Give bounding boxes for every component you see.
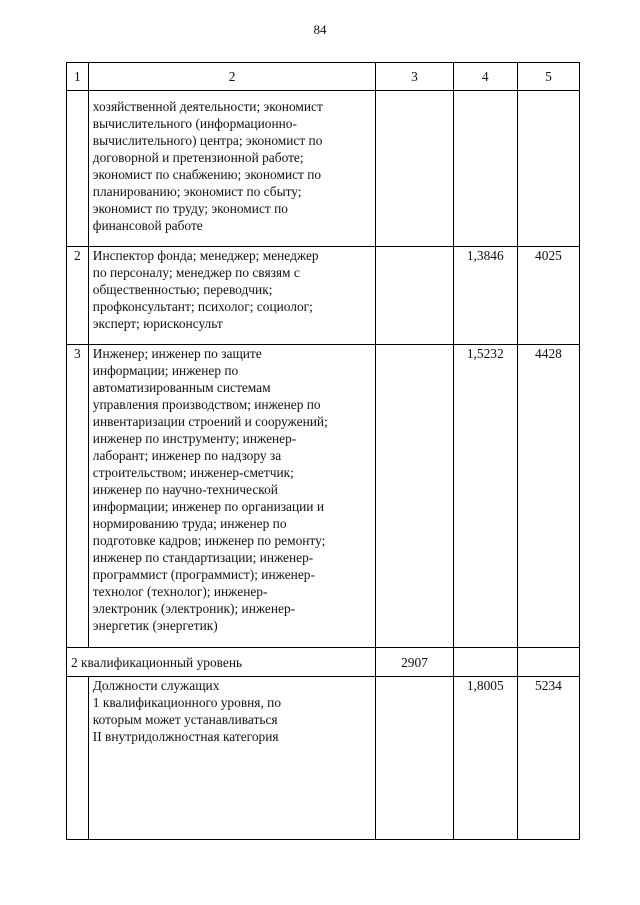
text-line: эксперт; юрисконсульт	[92, 316, 223, 331]
text-line: экономист по труду; экономист по	[92, 201, 288, 216]
text-line: вычислительного (информационно-	[92, 116, 297, 131]
text-line: экономист по снабжению; экономист по	[92, 167, 322, 182]
text-line: Инженер; инженер по защите	[92, 346, 262, 361]
text-line: инженер по стандартизации; инженер-	[92, 550, 314, 565]
text-line: информации; инженер по	[92, 363, 239, 378]
table-row-3	[67, 345, 580, 648]
header-cell-5: 5	[517, 63, 579, 91]
text-line: по персоналу; менеджер по связям с	[92, 265, 300, 280]
coefficient-cell: 1,5232	[453, 345, 517, 648]
position-list-cell	[88, 345, 376, 648]
coefficient-cell	[453, 648, 517, 677]
text-line: информации; инженер по организации и	[92, 499, 324, 514]
text-line: автоматизированным системам	[92, 380, 271, 395]
coefficient-cell: 1,3846	[453, 247, 517, 345]
text-line: управления производством; инженер по	[92, 397, 321, 412]
text-line: профконсультант; психолог; социолог;	[92, 299, 313, 314]
text-line: лаборант; инженер по надзору за	[92, 448, 282, 463]
row-number-cell	[67, 91, 89, 247]
position-list-cell	[88, 677, 376, 840]
salary-cell: 5234	[517, 677, 579, 840]
text-line: инженер по инструменту; инженер-	[92, 431, 297, 446]
text-line: электроник (электроник); инженер-	[92, 601, 296, 616]
header-cell-3: 3	[376, 63, 453, 91]
text-line: инженер по научно-технической	[92, 482, 278, 497]
position-list-cell	[88, 91, 376, 247]
table-header-row	[67, 63, 580, 91]
text-line: 1 квалификационного уровня, по	[92, 695, 282, 710]
base-salary-cell	[376, 677, 453, 840]
table-row-2	[67, 247, 580, 345]
text-line: которым может устанавливаться	[92, 712, 278, 727]
row-number-cell: 3	[67, 345, 89, 648]
text-line: энергетик (энергетик)	[92, 618, 218, 633]
base-salary-cell: 2907	[376, 648, 453, 677]
table-row-continuation	[67, 91, 580, 247]
text-line: Инспектор фонда; менеджер; менеджер	[92, 248, 319, 263]
table-row-positions	[67, 677, 580, 840]
base-salary-cell	[376, 345, 453, 648]
text-line: финансовой работе	[92, 218, 203, 233]
base-salary-cell	[376, 91, 453, 247]
text-line: строительством; инженер-сметчик;	[92, 465, 294, 480]
text-line: хозяйственной деятельности; экономист	[92, 99, 323, 114]
row-number-cell	[67, 677, 89, 840]
header-cell-2: 2	[88, 63, 376, 91]
text-line: Должности служащих	[92, 678, 220, 693]
text-line: инвентаризации строений и сооружений;	[92, 414, 328, 429]
coefficient-cell: 1,8005	[453, 677, 517, 840]
header-cell-1: 1	[67, 63, 89, 91]
text-line: вычислительного) центра; экономист по	[92, 133, 323, 148]
text-line: общественностью; переводчик;	[92, 282, 273, 297]
qualification-level-row	[67, 648, 580, 677]
salary-cell: 4025	[517, 247, 579, 345]
header-cell-4: 4	[453, 63, 517, 91]
page-number: 84	[313, 22, 327, 37]
position-list-cell	[88, 247, 376, 345]
qualification-table	[66, 62, 580, 840]
text-line: II внутридолжностная категория	[92, 729, 279, 744]
text-line: программист (программист); инженер-	[92, 567, 315, 582]
qualification-level-label: 2 квалификационный уровень	[67, 648, 376, 677]
text-line: нормированию труда; инженер по	[92, 516, 287, 531]
text-line: планированию; экономист по сбыту;	[92, 184, 302, 199]
salary-cell: 4428	[517, 345, 579, 648]
row-number-cell: 2	[67, 247, 89, 345]
salary-cell	[517, 91, 579, 247]
text-line: технолог (технолог); инженер-	[92, 584, 268, 599]
text-line: договорной и претензионной работе;	[92, 150, 304, 165]
base-salary-cell	[376, 247, 453, 345]
salary-cell	[517, 648, 579, 677]
coefficient-cell	[453, 91, 517, 247]
text-line: подготовке кадров; инженер по ремонту;	[92, 533, 326, 548]
